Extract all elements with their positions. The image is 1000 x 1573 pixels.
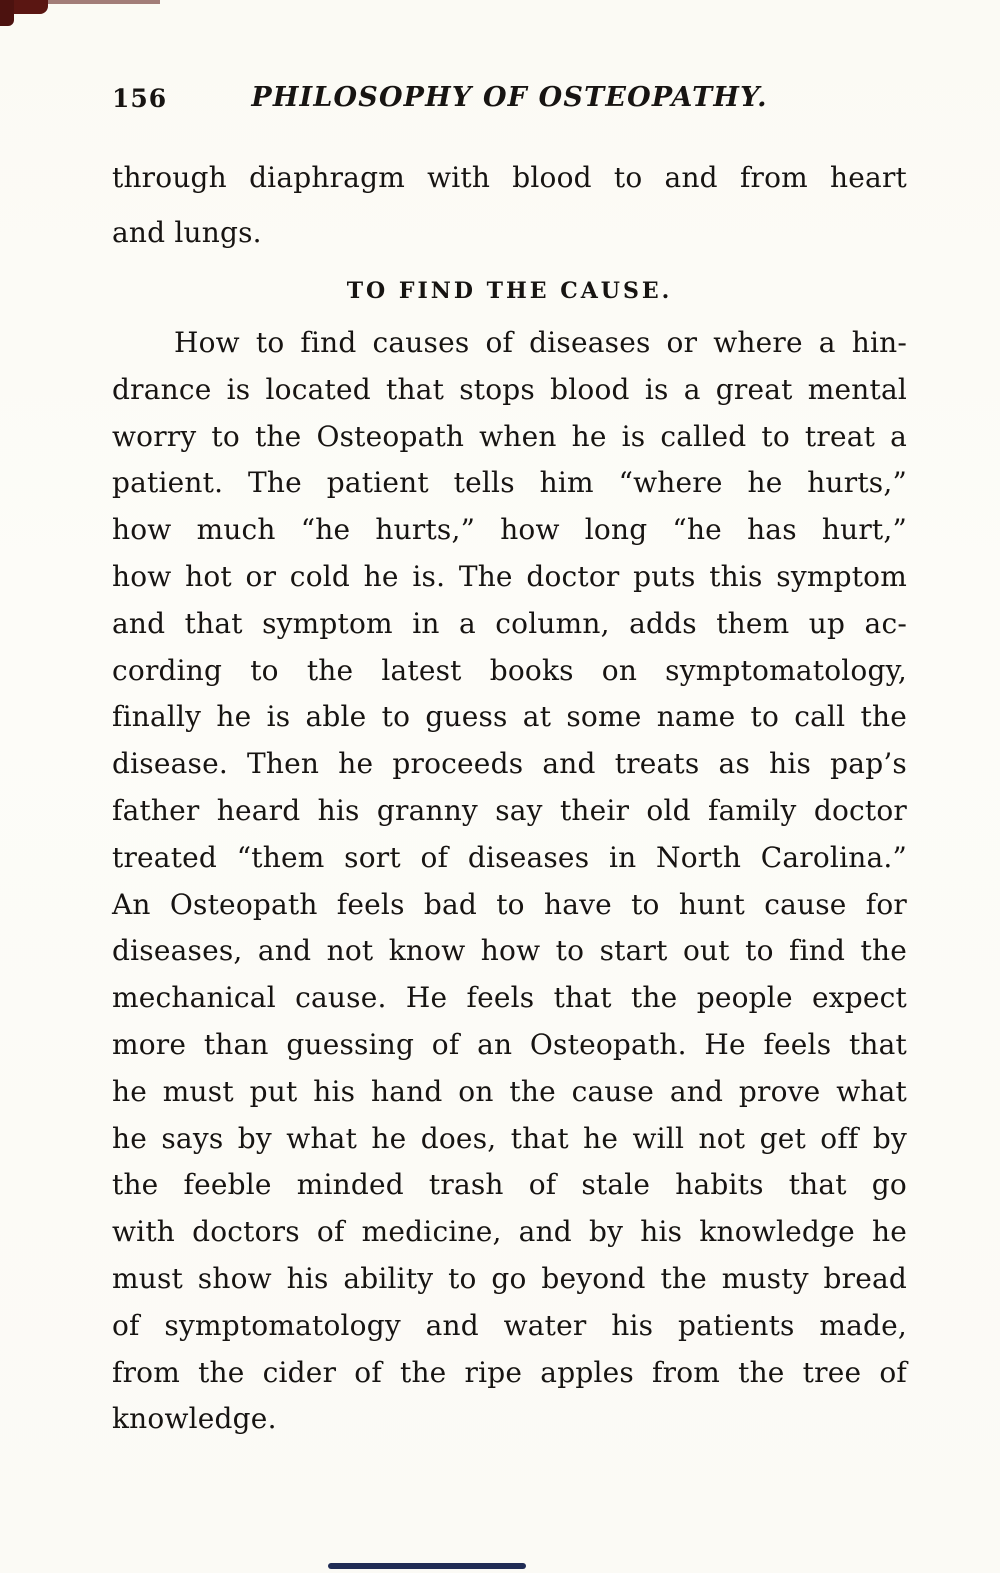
text-line: how hot or cold he is. The doctor puts this symptom [112, 559, 907, 593]
text-line: through diaphragm with blood to and from heart [112, 161, 907, 194]
text-line: How to find causes of diseases or where a hin- [174, 326, 907, 359]
running-title: PHILOSOPHY OF OSTEOPATHY. [251, 82, 768, 113]
text-line: patient. The patient tells him “where he hurts,” [112, 466, 907, 500]
text-line: worry to the Osteopath when he is called to treat a [112, 419, 907, 453]
text-line: and that symptom in a column, adds them up ac- [112, 606, 907, 640]
text-line: must show his ability to go beyond the musty bread [112, 1261, 907, 1295]
scan-artifact-top-edge [40, 0, 160, 4]
text-line: from the cider of the ripe apples from the tree of [112, 1355, 907, 1389]
text-line: finally he is able to guess at some name to call the [112, 700, 907, 734]
page-number: 156 [112, 84, 168, 113]
text-line: he says by what he does, that he will not get off by [112, 1121, 907, 1155]
text-line: he must put his hand on the cause and prove what [112, 1074, 907, 1108]
text-line: of symptomatology and water his patients made, [112, 1308, 907, 1342]
text-line: mechanical cause. He feels that the people expect [112, 981, 907, 1015]
text-line: the feeble minded trash of stale habits that go [112, 1168, 907, 1202]
text-line: and lungs. [112, 216, 262, 249]
text-line: with doctors of medicine, and by his knowledge he [112, 1215, 907, 1249]
text-line: father heard his granny say their old family doctor [112, 793, 907, 827]
page-header [112, 82, 907, 118]
paragraph-continuation [112, 150, 907, 260]
text-line: cording to the latest books on symptomatology, [112, 653, 907, 687]
text-block [112, 150, 907, 1443]
text-line: knowledge. [112, 1402, 277, 1436]
text-line: how much “he hurts,” how long “he has hurt,” [112, 513, 907, 547]
text-line: An Osteopath feels bad to have to hunt cause for [112, 887, 907, 921]
text-line: diseases, and not know how to start out to find the [112, 934, 907, 968]
scan-artifact-bottom-line [328, 1563, 526, 1569]
section-heading: TO FIND THE CAUSE. [346, 278, 673, 304]
text-line: more than guessing of an Osteopath. He feels that [112, 1027, 907, 1061]
text-line: drance is located that stops blood is a great mental [112, 372, 907, 406]
text-line: disease. Then he proceeds and treats as his pap’s [112, 747, 907, 781]
paragraph-main [112, 320, 907, 1443]
text-line: treated “them sort of diseases in North Carolina.” [112, 840, 907, 874]
scan-artifact-left-edge [0, 0, 14, 26]
